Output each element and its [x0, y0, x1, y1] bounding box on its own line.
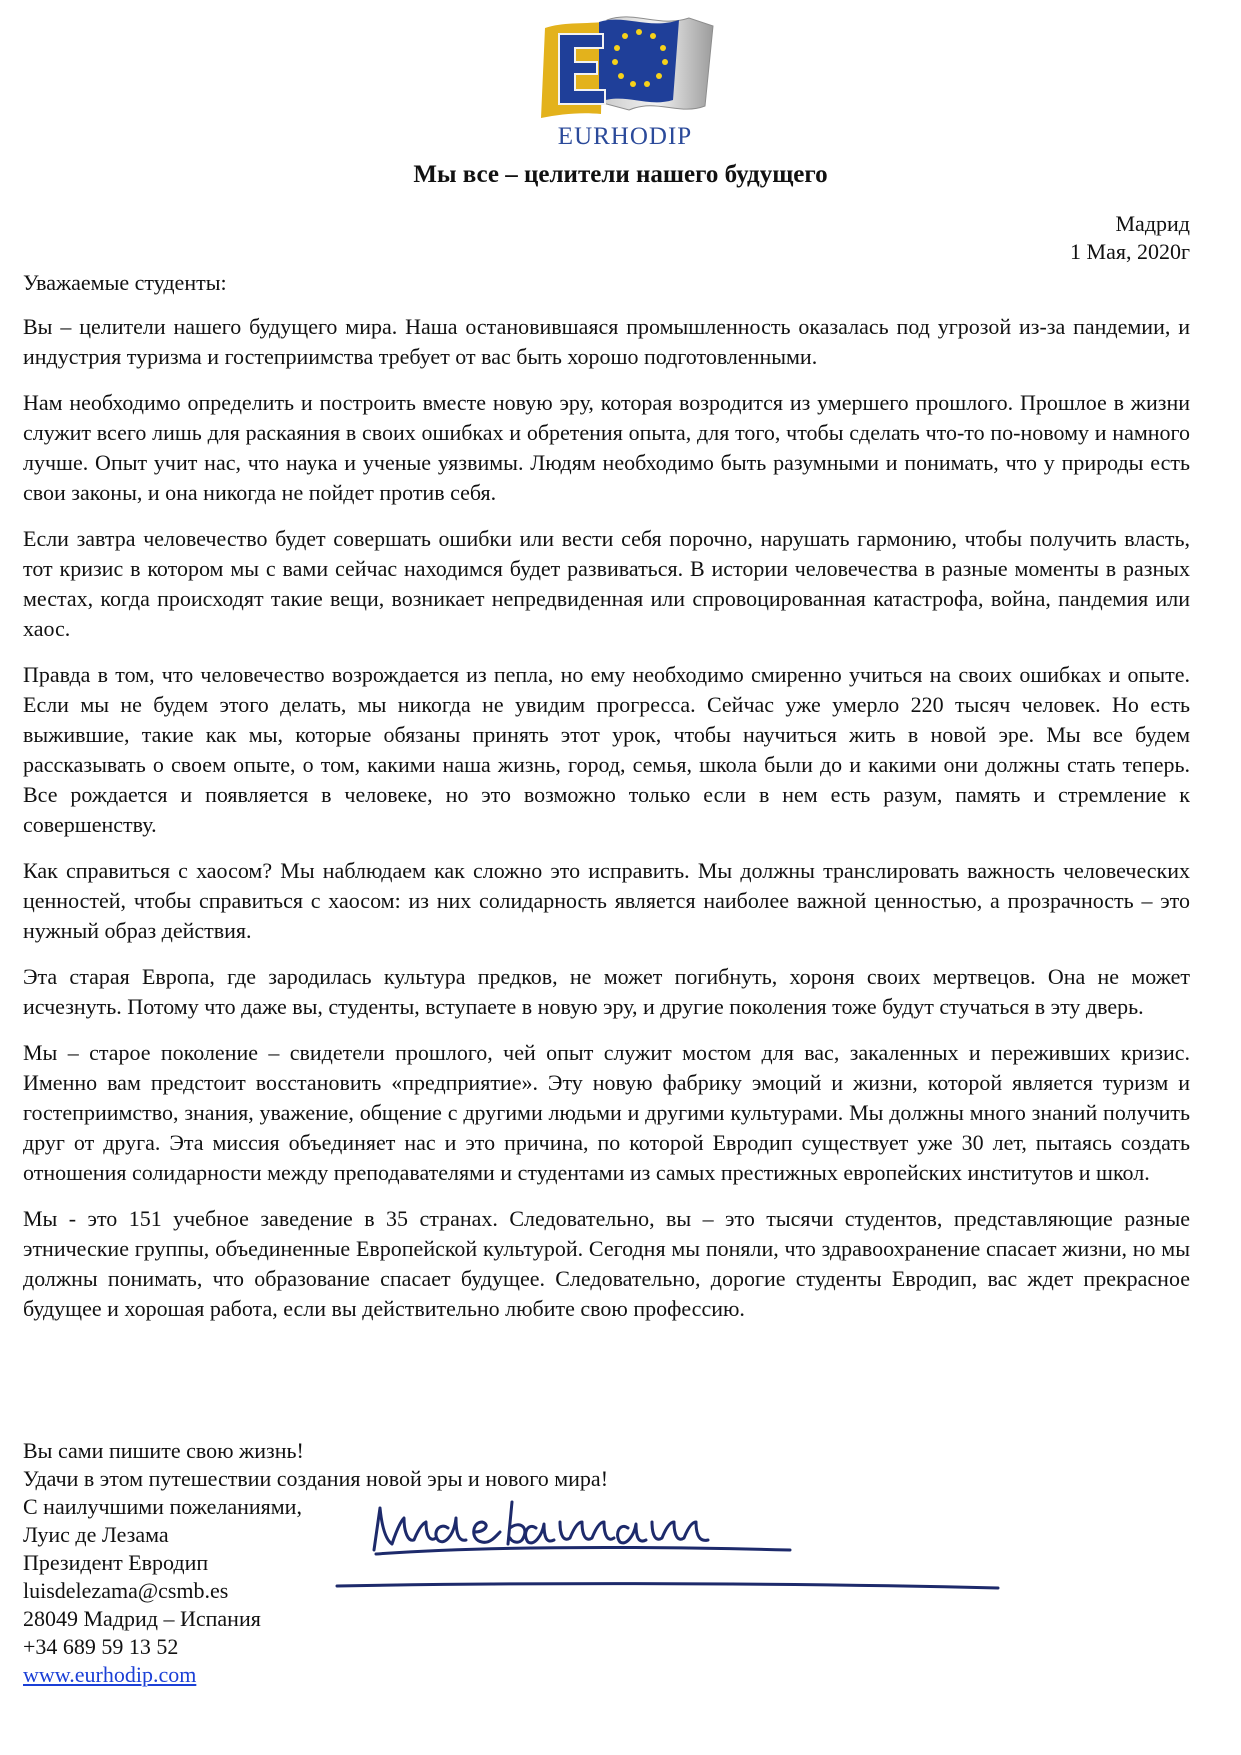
paragraph-1: Вы – целители нашего будущего мира. Наша остановившаяся промышленность оказалась под угрозой из-за пандемии, и индустрия туризма и гостеприимства требует от вас быть хорошо подготовленными. [23, 314, 1190, 369]
paragraph-7: Мы – старое поколение – свидетели прошлого, чей опыт служит мостом для вас, закаленных и переживших кризис. Именно вам предстоит восстановить «предприятие». Эту новую фабрику эмоций и жизни, которой является туризм и гостеприимство, знания, уважение, общение с другими людьми и другими культурами. Мы должны много знаний получить друг от друга. Эта миссия объединяет нас и это причина, по которой Евродип существует уже 30 лет, пытаясь создать отношения солидарности между преподавателями и студентами из самых престижных европейских институтов и школ. [23, 1040, 1190, 1185]
handwritten-signature [370, 1488, 870, 1568]
salutation: Уважаемые студенты: [23, 270, 227, 295]
letter-title: Мы все – целители нашего будущего [413, 161, 828, 188]
place-date [1070, 210, 1190, 266]
date: 1 Мая, 2020г [1070, 239, 1190, 264]
letter-body [23, 268, 1190, 1340]
signer-email: luisdelezama@csmb.es [23, 1578, 229, 1603]
paragraph-8: Мы - это 151 учебное заведение в 35 странах. Следовательно, вы – это тысячи студентов, представляющие разные этнические группы, объединенные Европейской культурой. Сегодня мы поняли, что здравоохранение спасает жизни, но мы должны понимать, что образование спасает будущее. Следовательно, дорогие студенты Евродип, вас ждет прекрасное будущее и хорошая работа, если вы действительно любите свою профессию. [23, 1206, 1190, 1321]
paragraph-6: Эта старая Европа, где зародилась культура предков, не может погибнуть, хороня своих мертвецов. Она не может исчезнуть. Потому что даже вы, студенты, вступаете в новую эру, и другие поколения тоже будут стучаться в эту дверь. [23, 964, 1190, 1019]
closing-line-2: Удачи в этом путешествии создания новой эры и нового мира! [23, 1466, 609, 1491]
closing-line-1: Вы сами пишите свою жизнь! [23, 1438, 304, 1463]
signer-name: Луис де Лезама [23, 1522, 169, 1547]
paragraph-4: Правда в том, что человечество возрождается из пепла, но ему необходимо смиренно учиться на своих ошибках и опыте. Если мы не будем этого делать, мы никогда не увидим прогресса. Сейчас уже умерло 220 тысяч человек. Но есть выжившие, такие как мы, которые обязаны принять этот урок, чтобы научиться жить в новой эре. Мы все будем рассказывать о своем опыте, о том, какими наша жизнь, город, семья, школа были до и какими они должны стать теперь. Все рождается и появляется в человеке, но это возможно только если в нем есть разум, память и стремление к совершенству. [23, 662, 1190, 837]
place: Мадрид [1115, 211, 1190, 236]
signature-underline [335, 1580, 1000, 1592]
logo-wordmark: EURHODIP [557, 123, 693, 150]
signer-address: 28049 Мадрид – Испания [23, 1606, 261, 1631]
closing-line-3: С наилучшими пожеланиями, [23, 1494, 302, 1519]
eurhodip-logo-graphic [529, 6, 721, 158]
website-link[interactable]: www.eurhodip.com [23, 1662, 197, 1687]
paragraph-3: Если завтра человечество будет совершать ошибки или вести себя порочно, нарушать гармонию, чтобы получить власть, тот кризис в котором мы с вами сейчас находимся будет развиваться. В истории человечества в разные моменты в разных местах, когда происходят такие вещи, возникает непредвиденная или спровоцированная катастрофа, война, пандемия или хаос. [23, 526, 1190, 641]
signer-phone: +34 689 59 13 52 [23, 1634, 179, 1659]
paragraph-5: Как справиться с хаосом? Мы наблюдаем как сложно это исправить. Мы должны транслировать важность человеческих ценностей, чтобы справиться с хаосом: из них солидарность является наиболее важной ценностью, а прозрачность – это нужный образ действия. [23, 858, 1190, 943]
signer-position: Президент Евродип [23, 1550, 209, 1575]
paragraph-2: Нам необходимо определить и построить вместе новую эру, которая возродится из умершего прошлого. Прошлое в жизни служит всего лишь для раскаяния в своих ошибках и обретения опыта, для того, чтобы сделать что-то по-новому и намного лучше. Опыт учит нас, что наука и ученые уязвимы. Людям необходимо быть разумными и понимать, что у природы есть свои законы, и она никогда не пойдет против себя. [23, 390, 1190, 505]
eurhodip-logo [529, 6, 721, 158]
